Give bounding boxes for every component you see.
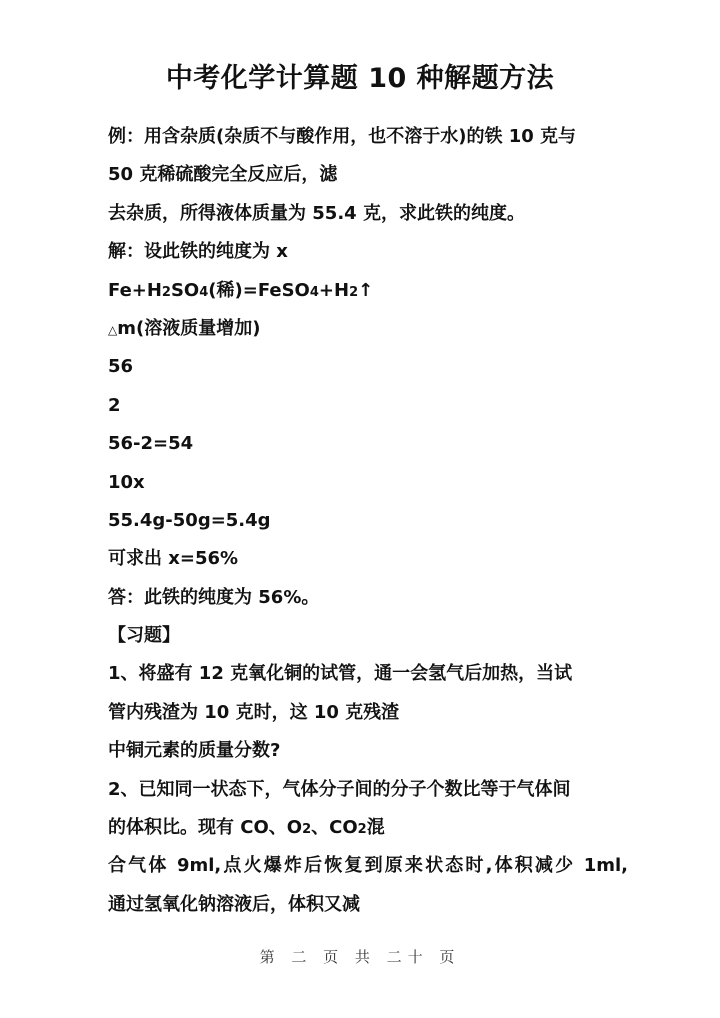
subscript: 2 (161, 284, 171, 300)
text-segment: SO (170, 279, 200, 301)
text-line: 50 克稀硫酸完全反应后，滤 (108, 164, 338, 186)
text-segment: Fe+H (108, 279, 162, 301)
text-segment: 的体积比。现有 CO、O (108, 817, 303, 839)
subscript: 2 (349, 284, 359, 300)
text-segment: m(溶液质量增加) (117, 317, 261, 339)
text-line: 合气体 9ml,点火爆炸后恢复到原来状态时,体积减少 1ml, (108, 855, 628, 877)
text-line: 去杂质，所得液体质量为 55.4 克，求此铁的纯度。 (108, 202, 525, 224)
text-line: 1、将盛有 12 克氧化铜的试管，通一会氢气后加热，当试 (108, 663, 573, 685)
subscript: 4 (199, 284, 209, 300)
subscript: 4 (309, 284, 319, 300)
text-line (108, 809, 628, 847)
text-segment: 、CO (311, 817, 358, 839)
delta-symbol: △ (108, 322, 118, 337)
text-line (108, 310, 628, 348)
text-line: 可求出 x=56% (108, 548, 239, 570)
text-line: 【习题】 (108, 625, 180, 647)
text-segment: ↑ (358, 279, 374, 301)
text-segment: +H (318, 279, 350, 301)
text-line: 例：用含杂质(杂质不与酸作用，也不溶于水)的铁 10 克与 (108, 126, 577, 147)
text-line: 56-2=54 (108, 433, 194, 455)
text-line: 答：此铁的纯度为 56%。 (108, 586, 320, 608)
text-line (108, 272, 628, 310)
text-segment: (稀)=FeSO (208, 279, 310, 301)
text-segment: 混 (366, 817, 385, 839)
text-line: 2 (108, 394, 121, 416)
text-line: 解：设此铁的纯度为 x (108, 241, 288, 263)
subscript: 2 (357, 822, 367, 838)
text-line: 中铜元素的质量分数? (108, 740, 281, 762)
text-line: 管内残渣为 10 克时，这 10 克残渣 (108, 701, 400, 723)
text-line: 55.4g-50g=5.4g (108, 509, 271, 531)
text-line: 56 (108, 356, 134, 378)
text-line: 通过氢氧化钠溶液后，体积又减 (108, 893, 360, 915)
document-body (108, 118, 628, 924)
page-footer: 第 二 页 共 二十 页 (259, 948, 461, 966)
text-line: 2、已知同一状态下，气体分子间的分子个数比等于气体间 (108, 778, 571, 800)
text-line: 10x (108, 471, 145, 493)
subscript: 2 (302, 822, 312, 838)
page-title: 中考化学计算题 10 种解题方法 (165, 63, 555, 94)
